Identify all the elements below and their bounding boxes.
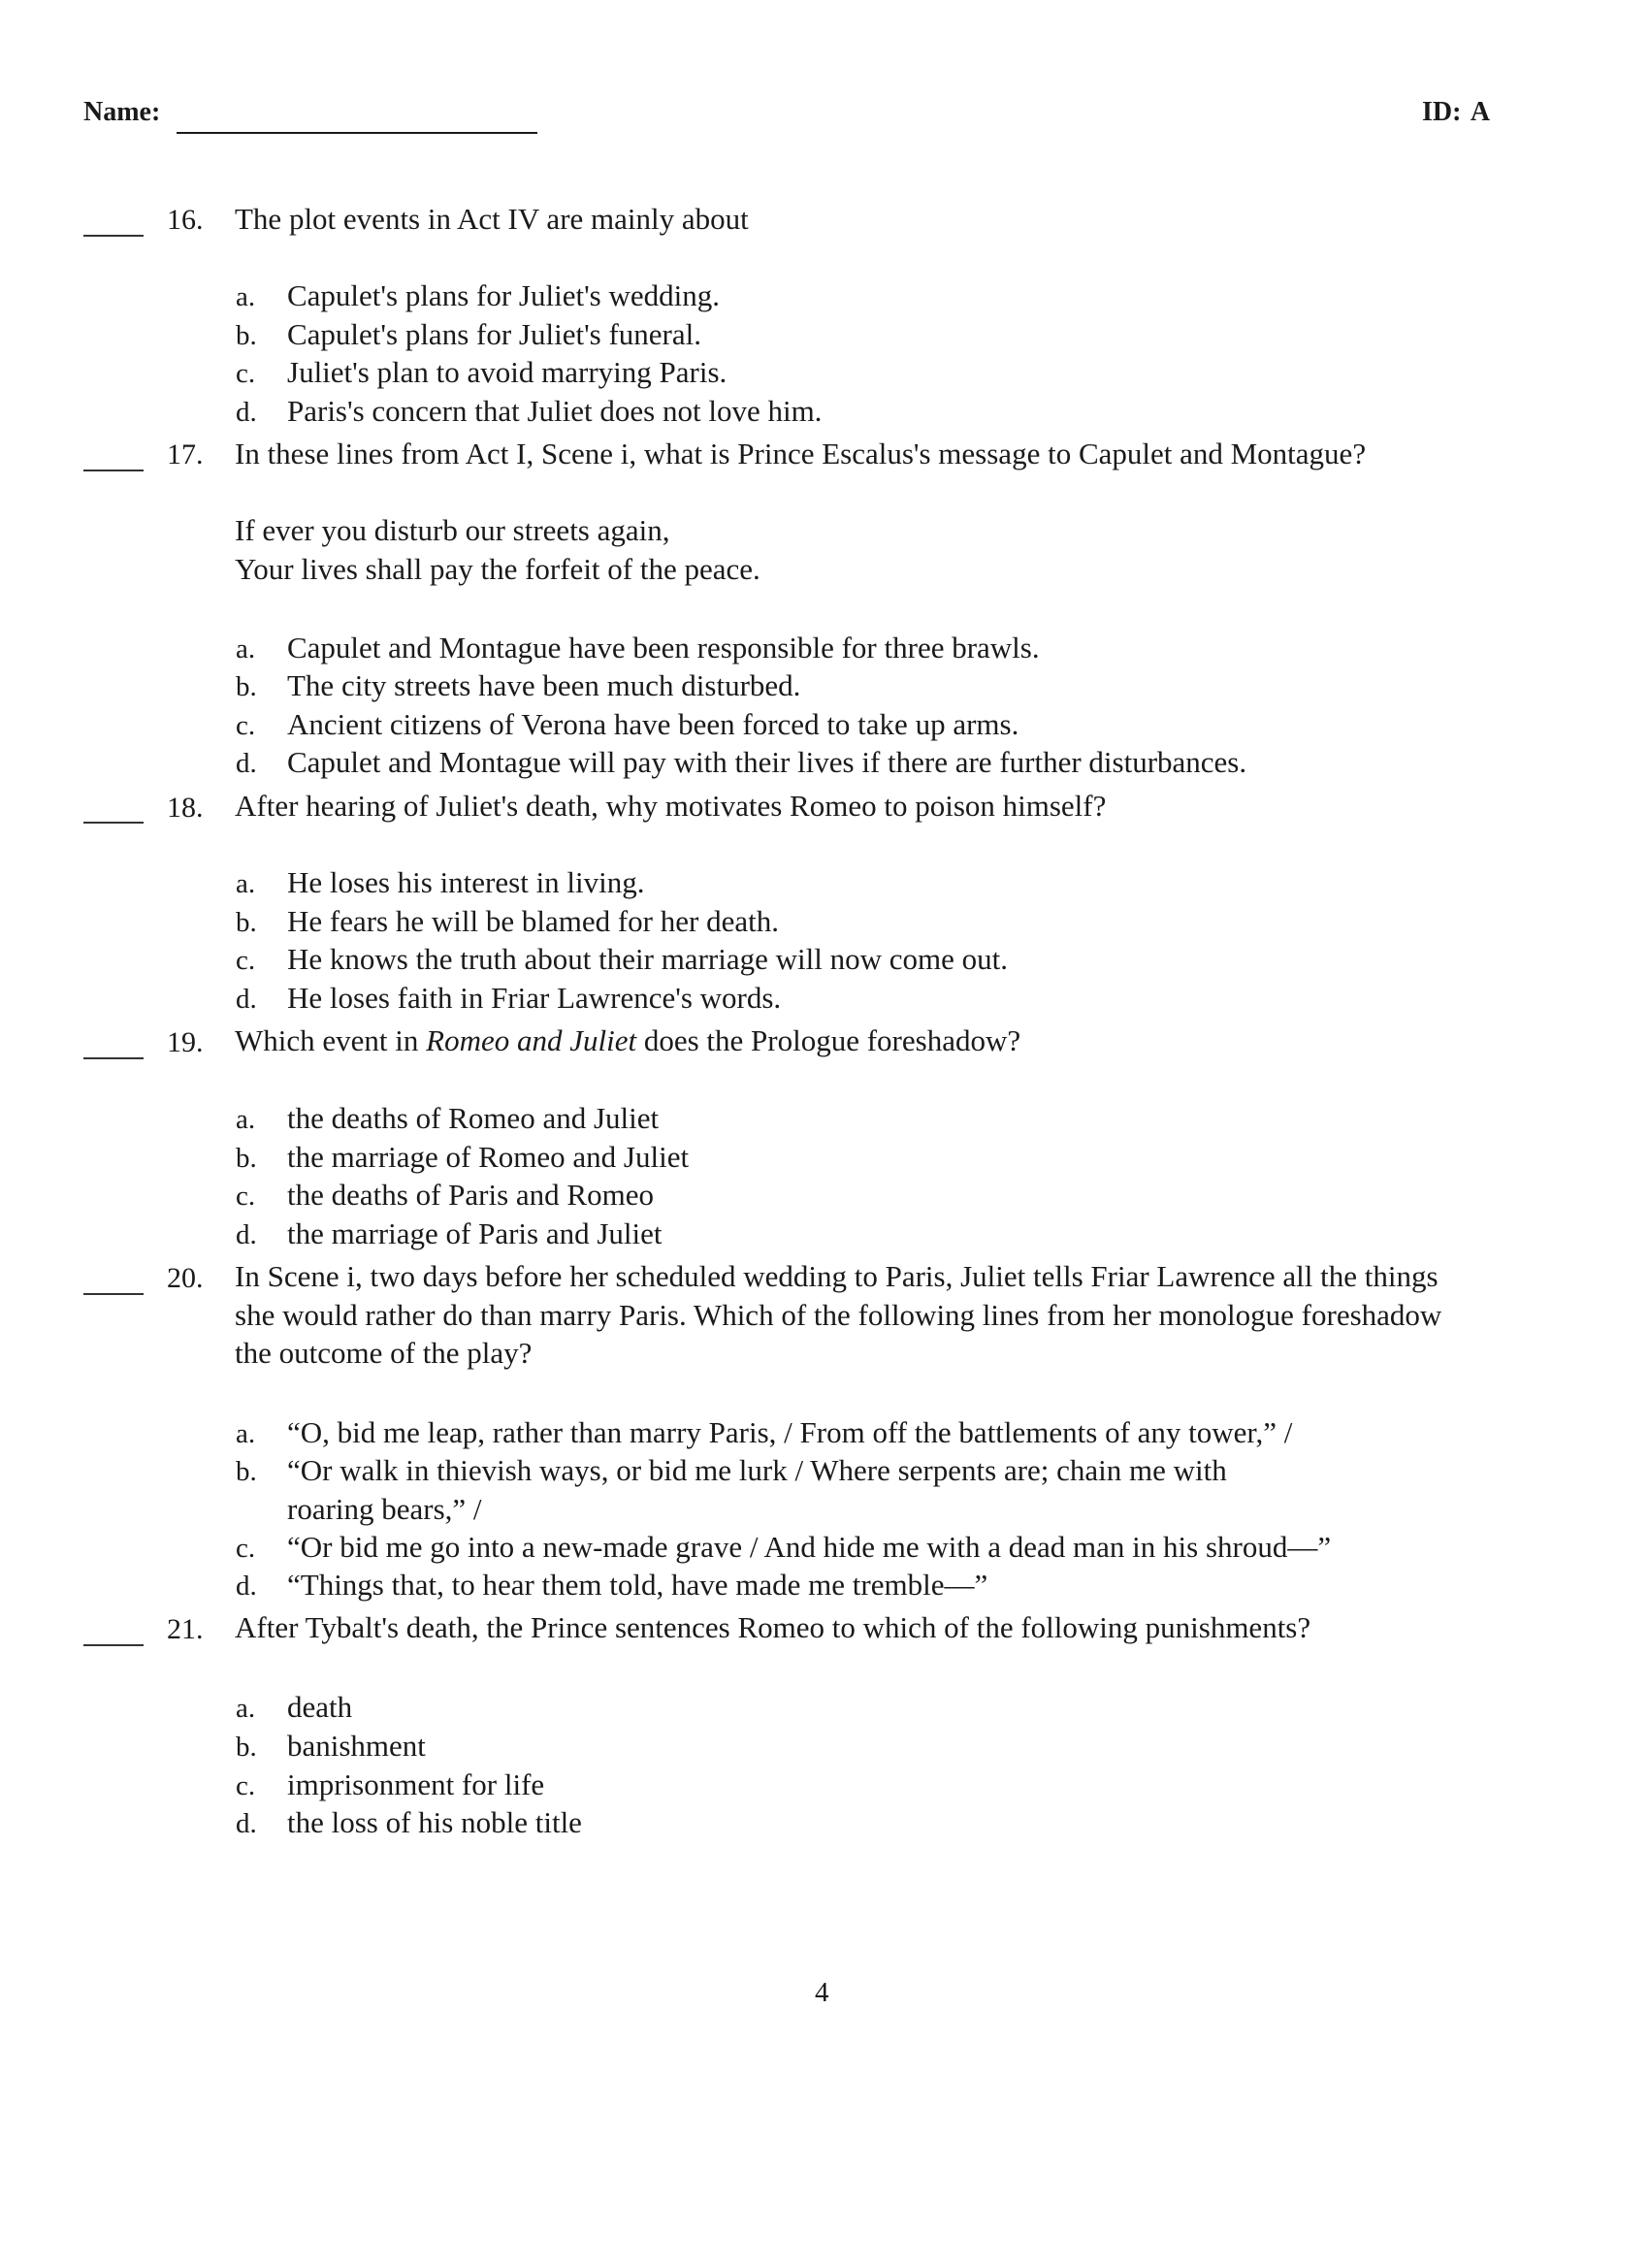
option-letter: c.	[236, 1770, 256, 1801]
option-text: Capulet's plans for Juliet's wedding.	[287, 278, 720, 312]
option-text: Capulet's plans for Juliet's funeral.	[287, 317, 701, 351]
answer-blank-20[interactable]	[83, 1293, 144, 1295]
test-id-label: ID: A	[1422, 97, 1491, 127]
option-text: the marriage of Paris and Juliet	[287, 1216, 663, 1250]
question-text: In these lines from Act I, Scene i, what is Prince Escalus's message to Capulet and Montague?	[235, 437, 1367, 470]
question-number: 21.	[167, 1613, 204, 1645]
option-text: Ancient citizens of Verona have been forced to take up arms.	[287, 707, 1019, 741]
option-text: Juliet's plan to avoid marrying Paris.	[287, 355, 728, 389]
option-text: roaring bears,” /	[287, 1492, 482, 1526]
option-text: Paris's concern that Juliet does not love him.	[287, 394, 823, 428]
option-letter: d.	[236, 1219, 257, 1250]
option-letter: b.	[236, 907, 257, 938]
question-number: 16.	[167, 204, 204, 236]
option-letter: d.	[236, 397, 257, 428]
question-number: 18.	[167, 792, 204, 824]
option-text: “O, bid me leap, rather than marry Paris, / From off the battlements of any tower,” /	[287, 1415, 1293, 1449]
option-text: “Or walk in thievish ways, or bid me lurk / Where serpents are; chain me with	[287, 1453, 1227, 1487]
option-letter: d.	[236, 984, 257, 1015]
option-letter: c.	[236, 1181, 256, 1212]
question-number: 20.	[167, 1262, 204, 1294]
option-letter: c.	[236, 945, 256, 976]
question-text: she would rather do than marry Paris. Which of the following lines from her monologue foreshadow	[235, 1298, 1442, 1332]
option-letter: c.	[236, 1533, 256, 1564]
option-text: the marriage of Romeo and Juliet	[287, 1140, 690, 1174]
option-text: Capulet and Montague will pay with their lives if there are further disturbances.	[287, 745, 1247, 779]
option-letter: b.	[236, 671, 257, 702]
option-text: death	[287, 1690, 353, 1724]
option-letter: b.	[236, 320, 257, 351]
option-letter: b.	[236, 1732, 257, 1763]
option-letter: a.	[236, 1693, 256, 1724]
question-text	[235, 1023, 1020, 1058]
question-text: the outcome of the play?	[235, 1336, 533, 1370]
question-text-part: Which event in	[235, 1023, 427, 1057]
option-letter: a.	[236, 1418, 256, 1449]
option-letter: b.	[236, 1456, 257, 1487]
option-letter: b.	[236, 1143, 257, 1174]
option-text: banishment	[287, 1729, 426, 1763]
option-letter: d.	[236, 1808, 257, 1839]
option-letter: a.	[236, 868, 256, 899]
option-letter: a.	[236, 281, 256, 312]
option-letter: a.	[236, 1104, 256, 1135]
option-letter: a.	[236, 633, 256, 664]
name-input-line[interactable]	[177, 132, 537, 134]
answer-blank-17[interactable]	[83, 470, 144, 471]
name-label: Name:	[83, 97, 161, 127]
question-text: In Scene i, two days before her scheduled wedding to Paris, Juliet tells Friar Lawrence all the things	[235, 1259, 1439, 1293]
page-number: 4	[815, 1977, 829, 2008]
option-text: The city streets have been much disturbed.	[287, 668, 801, 702]
question-number: 17.	[167, 438, 204, 470]
option-text: He loses faith in Friar Lawrence's words.	[287, 981, 782, 1015]
option-text: “Or bid me go into a new-made grave / And hide me with a dead man in his shroud—”	[287, 1530, 1332, 1564]
answer-blank-19[interactable]	[83, 1057, 144, 1059]
quote-line: If ever you disturb our streets again,	[235, 513, 670, 547]
option-text: the deaths of Paris and Romeo	[287, 1178, 654, 1212]
answer-blank-16[interactable]	[83, 235, 144, 237]
option-text: He loses his interest in living.	[287, 865, 645, 899]
option-text: Capulet and Montague have been responsible for three brawls.	[287, 631, 1040, 664]
option-text: He fears he will be blamed for her death.	[287, 904, 779, 938]
question-text: After hearing of Juliet's death, why motivates Romeo to poison himself?	[235, 789, 1107, 823]
option-text: the loss of his noble title	[287, 1805, 582, 1839]
question-text-part: does the Prologue foreshadow?	[636, 1023, 1021, 1057]
option-text: He knows the truth about their marriage will now come out.	[287, 942, 1008, 976]
option-text: “Things that, to hear them told, have made me tremble—”	[287, 1568, 988, 1602]
option-letter: d.	[236, 748, 257, 779]
play-title: Romeo and Juliet	[426, 1023, 637, 1057]
option-text: imprisonment for life	[287, 1767, 545, 1801]
option-text: the deaths of Romeo and Juliet	[287, 1101, 660, 1135]
answer-blank-18[interactable]	[83, 822, 144, 824]
quote-line: Your lives shall pay the forfeit of the peace.	[235, 552, 760, 586]
answer-blank-21[interactable]	[83, 1644, 144, 1646]
question-text: The plot events in Act IV are mainly about	[235, 202, 749, 236]
question-number: 19.	[167, 1026, 204, 1058]
option-letter: d.	[236, 1571, 257, 1602]
question-text: After Tybalt's death, the Prince sentences Romeo to which of the following punishments?	[235, 1610, 1311, 1644]
option-letter: c.	[236, 710, 256, 741]
option-letter: c.	[236, 358, 256, 389]
